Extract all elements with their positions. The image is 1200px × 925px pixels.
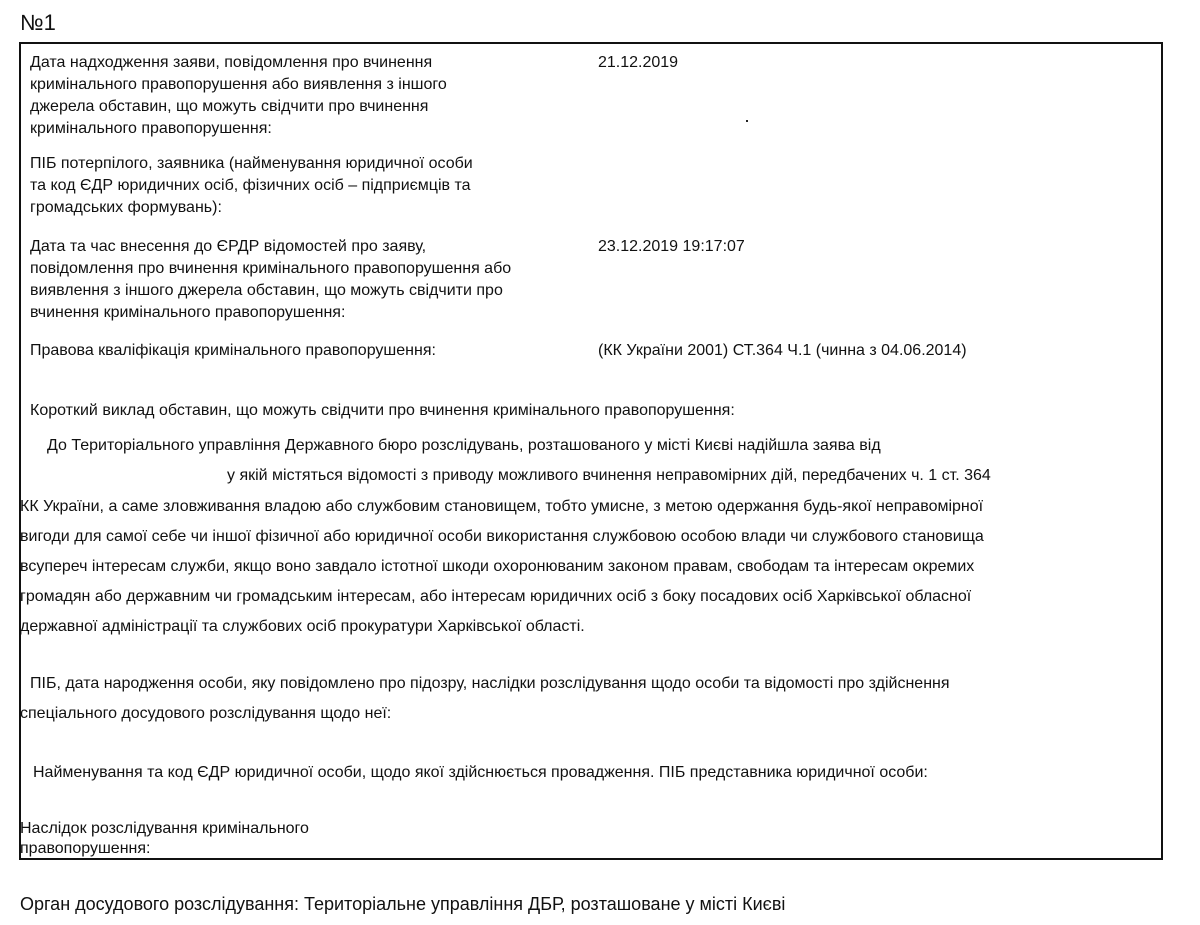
receipt-date-value: 21.12.2019 [598, 54, 679, 71]
legal-qualification-value: (КК України 2001) СТ.364 Ч.1 (чинна з 04.06.2014) [598, 342, 967, 359]
summary-heading: Короткий виклад обставин, що можуть свідчити про вчинення кримінального правопорушення: [30, 402, 735, 419]
legal-entity-label: Найменування та код ЄДР юридичної особи, щодо якої здійснюється провадження. ПІБ представника юридичної особи: [33, 764, 928, 781]
investigation-result-label-line-2: правопорушення: [20, 840, 151, 857]
victim-label-line-3: громадських формувань): [30, 199, 222, 216]
victim-label-line-2: та код ЄДР юридичних осіб, фізичних осіб – підприємців та [30, 177, 471, 194]
registry-datetime-label-line-2: повідомлення про вчинення кримінального правопорушення або [30, 260, 512, 277]
registry-datetime-label-line-1: Дата та час внесення до ЄРДР відомостей про заяву, [30, 238, 427, 255]
investigation-result-label-line-1: Наслідок розслідування кримінального [20, 820, 309, 837]
scan-speck [746, 120, 748, 122]
investigation-authority: Орган досудового розслідування: Територіальне управління ДБР, розташоване у місті Києві [20, 894, 786, 914]
receipt-date-label-line-2: кримінального правопорушення або виявлення з іншого [30, 76, 447, 93]
summary-line-6: громадян або державним чи громадським інтересам, або інтересам юридичних осіб з боку посадових осіб Харківської обласної [20, 588, 972, 605]
registry-datetime-label-line-3: виявлення з іншого джерела обставин, що можуть свідчити про [30, 282, 503, 299]
summary-line-4: вигоди для самої себе чи іншої фізичної або юридичної особи використання службовою особою влади чи службового становища [20, 528, 984, 545]
registry-datetime-label-line-4: вчинення кримінального правопорушення: [30, 304, 346, 321]
suspect-line-2: спеціального досудового розслідування щодо неї: [20, 705, 392, 722]
summary-line-5: всупереч інтересам служби, якщо воно завдало істотної шкоди охоронюваним законом правам, свободам та інтересам окремих [20, 558, 975, 575]
summary-line-2: у якій містяться відомості з приводу можливого вчинення неправомірних дій, передбачених ч. 1 ст. 364 [227, 467, 991, 484]
summary-line-1: До Територіального управління Державного бюро розслідувань, розташованого у місті Києві надійшла заява від [47, 437, 881, 454]
registry-datetime-value: 23.12.2019 19:17:07 [598, 238, 745, 255]
document-number: №1 [20, 10, 56, 35]
receipt-date-label-line-1: Дата надходження заяви, повідомлення про вчинення [30, 54, 433, 71]
legal-qualification-label: Правова кваліфікація кримінального правопорушення: [30, 342, 436, 359]
summary-line-3: КК України, а саме зловживання владою або службовим становищем, тобто умисне, з метою одержання будь-якої неправомірної [20, 498, 984, 515]
receipt-date-label-line-3: джерела обставин, що можуть свідчити про вчинення [30, 98, 429, 115]
suspect-line-1: ПІБ, дата народження особи, яку повідомлено про підозру, наслідки розслідування щодо особи та відомості про здійснення [30, 675, 950, 692]
victim-label-line-1: ПІБ потерпілого, заявника (найменування юридичної особи [30, 155, 473, 172]
summary-line-7: державної адміністрації та службових осіб прокуратури Харківської області. [20, 618, 585, 635]
receipt-date-label-line-4: кримінального правопорушення: [30, 120, 272, 137]
